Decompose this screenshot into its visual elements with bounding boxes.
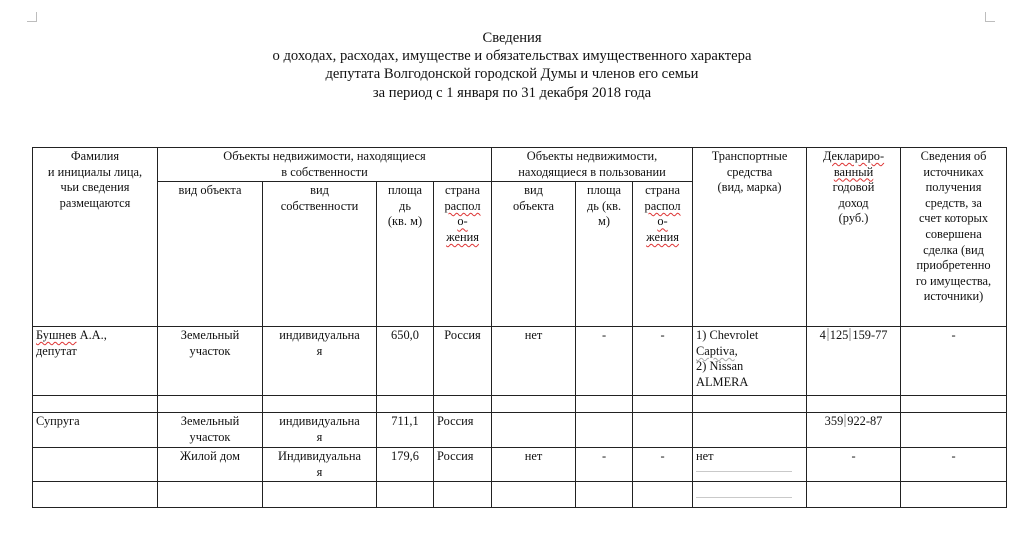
cell-owned-area: 711,1 xyxy=(377,413,434,448)
header-owned-ownership: вид собственности xyxy=(263,182,377,327)
cell-used-area: - xyxy=(576,327,633,396)
header-used-country-line2: распол xyxy=(644,198,681,213)
cell-transport xyxy=(693,413,807,448)
header-income xyxy=(807,148,901,327)
cell-owned-type: Земельный участок xyxy=(158,327,263,396)
cell-transport-comma: , xyxy=(734,343,738,358)
formatting-mark xyxy=(827,328,829,341)
cell-sources: - xyxy=(901,448,1007,482)
cell-transport-line2: Captiva xyxy=(696,343,735,358)
cell-owned-country: Россия xyxy=(434,327,492,396)
cell-transport-value: нет xyxy=(696,449,714,464)
cell-income xyxy=(807,327,901,396)
header-owned-area: площа дь (кв. м) xyxy=(377,182,434,327)
heading-subject: о доходах, расходах, имуществе и обязательствах имущественного характера xyxy=(272,48,752,65)
table-row-spouse-land xyxy=(33,413,1007,448)
table-row-spouse-house xyxy=(33,448,1007,482)
cell-transport-line3: 2) Nissan ALMERA xyxy=(696,359,749,389)
cell-name-surname: Бушнев xyxy=(36,328,77,343)
header-transport: Транспортные средства (вид, марка) xyxy=(693,148,807,327)
cell-sources xyxy=(901,413,1007,448)
header-used-country-line3: о- xyxy=(657,214,668,229)
header-owned-country-line4: жения xyxy=(446,229,479,244)
cell-owned-ownership: индивидуальна я xyxy=(263,327,377,396)
cell-used-type: нет xyxy=(492,448,576,482)
heading-title: Сведения xyxy=(482,30,542,46)
cell-income-part2: 125 xyxy=(829,328,849,343)
header-sources: Сведения об источниках получения средств, за счет которых совершена сделка (вид приобретенно го имущества, источники) xyxy=(901,148,1007,327)
table-row-empty xyxy=(33,396,1007,413)
cell-income: - xyxy=(807,448,901,482)
header-owned-country-line3: о- xyxy=(457,214,468,229)
formatting-mark xyxy=(844,414,846,427)
header-row-1 xyxy=(33,148,1007,182)
header-owned-type: вид объекта xyxy=(158,182,263,327)
cell-transport-empty xyxy=(693,482,807,508)
cell-owned-ownership: индивидуальна я xyxy=(263,413,377,448)
cell-owned-ownership: Индивидуальна я xyxy=(263,448,377,482)
cell-used-country: - xyxy=(633,448,693,482)
page-corner-mark-right xyxy=(985,12,995,22)
document-heading xyxy=(0,29,1024,102)
header-used-country xyxy=(633,182,693,327)
cell-name xyxy=(33,448,158,482)
cell-owned-country: Россия xyxy=(434,413,492,448)
header-owned-country-line2: распол xyxy=(444,198,481,213)
cell-name-rest: А.А., депутат xyxy=(36,328,107,358)
cell-sources: - xyxy=(901,327,1007,396)
cell-owned-area: 650,0 xyxy=(377,327,434,396)
cell-transport-line1: 1) Chevrolet xyxy=(696,328,759,343)
cell-owned-area: 179,6 xyxy=(377,448,434,482)
header-income-line2: ванный xyxy=(833,164,874,179)
cell-name: Супруга xyxy=(33,413,158,448)
cell-income-part1: 4 xyxy=(819,328,826,343)
page-corner-mark-left xyxy=(27,12,37,22)
header-used-country-line4: жения xyxy=(646,229,679,244)
header-used-country-line1: страна xyxy=(645,183,680,198)
cell-name xyxy=(33,327,158,396)
header-owned-country xyxy=(434,182,492,327)
cell-income-part2: 922-87 xyxy=(847,414,883,429)
gridline-mark xyxy=(696,471,792,472)
cell-used-type xyxy=(492,413,576,448)
cell-income-part3: 159-77 xyxy=(852,328,888,343)
cell-transport xyxy=(693,327,807,396)
header-owned-country-line1: страна xyxy=(445,183,480,198)
table-row-empty-last xyxy=(33,482,1007,508)
cell-used-area xyxy=(576,413,633,448)
declaration-table xyxy=(32,147,1007,508)
header-owned-group: Объекты недвижимости, находящиеся в собственности xyxy=(158,148,492,182)
heading-person: депутата Волгодонской городской Думы и членов его семьи xyxy=(325,66,699,83)
cell-owned-type: Земельный участок xyxy=(158,413,263,448)
cell-transport xyxy=(693,448,807,482)
cell-used-country xyxy=(633,413,693,448)
gridline-mark xyxy=(696,497,792,498)
cell-used-type: нет xyxy=(492,327,576,396)
table-row-deputy xyxy=(33,327,1007,396)
header-income-line3: годовой доход (руб.) xyxy=(832,180,875,226)
cell-owned-type: Жилой дом xyxy=(158,448,263,482)
heading-period: за период с 1 января по 31 декабря 2018 года xyxy=(372,84,652,101)
cell-used-area: - xyxy=(576,448,633,482)
header-name: Фамилия и инициалы лица, чьи сведения размещаются xyxy=(33,148,158,327)
cell-owned-country: Россия xyxy=(434,448,492,482)
header-used-group: Объекты недвижимости, находящиеся в пользовании xyxy=(492,148,693,182)
cell-income-part1: 359 xyxy=(824,414,844,429)
header-income-line1: Деклариро- xyxy=(822,149,885,163)
header-used-area: площа дь (кв. м) xyxy=(576,182,633,327)
header-used-type: вид объекта xyxy=(492,182,576,327)
cell-income xyxy=(807,413,901,448)
cell-used-country: - xyxy=(633,327,693,396)
